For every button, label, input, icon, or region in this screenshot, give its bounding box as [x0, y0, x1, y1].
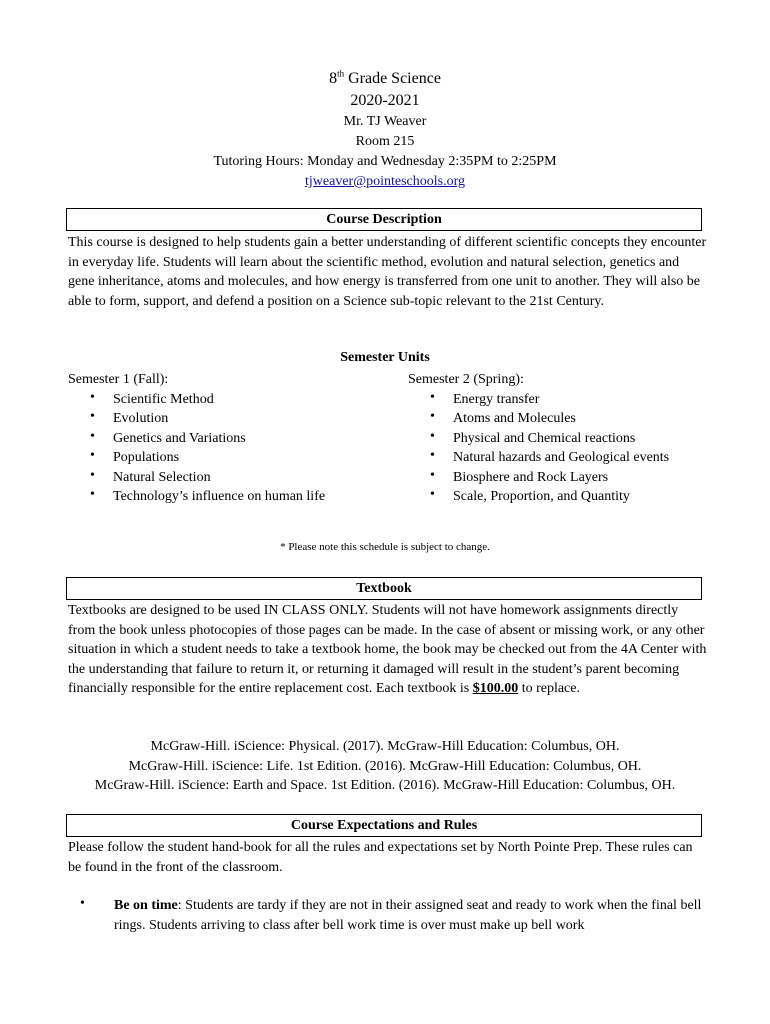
textbook-body-end: to replace.: [518, 681, 580, 696]
course-title: [0, 68, 770, 90]
semester2-item-label: Physical and Chemical reactions: [453, 430, 636, 446]
semester2-item-label: Natural hazards and Geological events: [453, 450, 670, 465]
semester2-item: [408, 468, 708, 488]
semester1-item-label: Populations: [113, 450, 180, 465]
syllabus-header: [0, 68, 770, 192]
teacher-name: Mr. TJ Weaver: [343, 114, 427, 129]
semester1-item: [68, 390, 388, 410]
school-year: 2020-2021: [350, 92, 420, 109]
reference-item: McGraw-Hill. iScience: Physical. (2017). McGraw-Hill Education: Columbus, OH.: [150, 739, 620, 754]
semester1-item-label: Genetics and Variations: [113, 430, 246, 446]
schedule-note: * Please note this schedule is subject to change.: [280, 541, 490, 553]
semester2-item: [408, 448, 708, 468]
semester1-item: [68, 468, 388, 488]
course-description-heading: Course Description: [66, 208, 702, 231]
semester1-item-label: Technology’s influence on human life: [113, 489, 326, 504]
textbook-text: [68, 601, 708, 699]
bullet-icon: •: [90, 409, 95, 424]
semester1-item-label: Evolution: [113, 411, 169, 426]
semester2-label: Semester 2 (Spring):: [408, 372, 524, 387]
bullet-icon: •: [80, 896, 85, 911]
bullet-icon: •: [430, 428, 435, 444]
bullet-icon: •: [430, 487, 435, 502]
bullet-icon: •: [90, 389, 95, 405]
textbook-price: $100.00: [472, 681, 519, 696]
grade-superscript: th: [337, 68, 345, 79]
semester2-item-label: Scale, Proportion, and Quantity: [453, 489, 630, 504]
textbook-body: Textbooks are designed to be used IN CLASS ONLY. Students will not have homework assignments directly from the book unless photocopies of those pages can be made. In the case of absent or missing work, or any other situation in which a student needs to take a textbook home, the book may be checked out from the 4A Center with the understanding that failure to return it, or returning it damaged will result in the student’s parent becoming financially responsible for the entire replacement cost. Each textbook is: [68, 603, 707, 696]
course-title-text: Grade Science: [344, 70, 441, 87]
grade-number: 8: [329, 70, 338, 87]
rule-text: : Students are tardy if they are not in their assigned seat and ready to work when the final bell rings. Students arriving to class after bell work time is over must make up bell work: [114, 898, 702, 933]
semester-units-heading: Semester Units: [340, 350, 430, 365]
course-description-text: This course is designed to help students gain a better understanding of different scientific concepts they encounter in everyday life. Students will learn about the scientific method, evolution and natural selection, genetics and gene inheritance, atoms and molecules, and how energy is transferred from one unit to another. They will also be able to form, support, and defend a position on a Science sub-topic relevant to the 21st Century.: [68, 235, 707, 309]
bullet-icon: •: [90, 467, 95, 483]
room-number: Room 215: [355, 134, 415, 149]
bullet-icon: •: [430, 467, 435, 483]
expectations-heading: Course Expectations and Rules: [66, 814, 702, 837]
semester1-item: [68, 429, 388, 449]
semester1-item-label: Natural Selection: [113, 469, 211, 485]
semester1-item-label: Scientific Method: [113, 391, 214, 407]
bullet-icon: •: [90, 448, 95, 463]
bullet-icon: •: [430, 389, 435, 405]
semester2-item-label: Energy transfer: [453, 391, 540, 407]
rule-title: Be on time: [114, 898, 178, 913]
reference-item: McGraw-Hill. iScience: Life. 1st Edition. (2016). McGraw-Hill Education: Columbus, OH.: [128, 758, 642, 774]
semester2-column: [408, 370, 708, 507]
semester1-item: [68, 409, 388, 429]
semester2-item-label: Atoms and Molecules: [453, 411, 576, 426]
textbook-heading: Textbook: [66, 577, 702, 600]
bullet-icon: •: [90, 487, 95, 502]
semester1-item: [68, 487, 388, 507]
semester2-item: [408, 429, 708, 449]
bullet-icon: •: [430, 409, 435, 424]
reference-item: McGraw-Hill. iScience: Earth and Space. 1st Edition. (2016). McGraw-Hill Education: Columbus, OH.: [94, 778, 676, 793]
semester2-item: [408, 487, 708, 507]
teacher-email-link[interactable]: tjweaver@pointeschools.org: [305, 174, 465, 189]
semester1-item: [68, 448, 388, 468]
tutoring-hours: Tutoring Hours: Monday and Wednesday 2:35PM to 2:25PM: [213, 154, 557, 169]
semester2-item: [408, 409, 708, 429]
semester2-list: [408, 390, 708, 507]
bullet-icon: •: [90, 428, 95, 444]
semester2-item: [408, 390, 708, 410]
rule-item-be-on-time: [68, 896, 708, 935]
expectations-text: Please follow the student hand-book for all the rules and expectations set by North Pointe Prep. These rules can be found in the front of the classroom.: [68, 840, 693, 875]
bullet-icon: •: [430, 448, 435, 463]
semester2-item-label: Biosphere and Rock Layers: [453, 469, 609, 485]
semester1-label: Semester 1 (Fall):: [68, 372, 169, 387]
semester1-list: [68, 390, 388, 507]
textbook-references: [0, 737, 770, 796]
semester1-column: [68, 370, 388, 507]
